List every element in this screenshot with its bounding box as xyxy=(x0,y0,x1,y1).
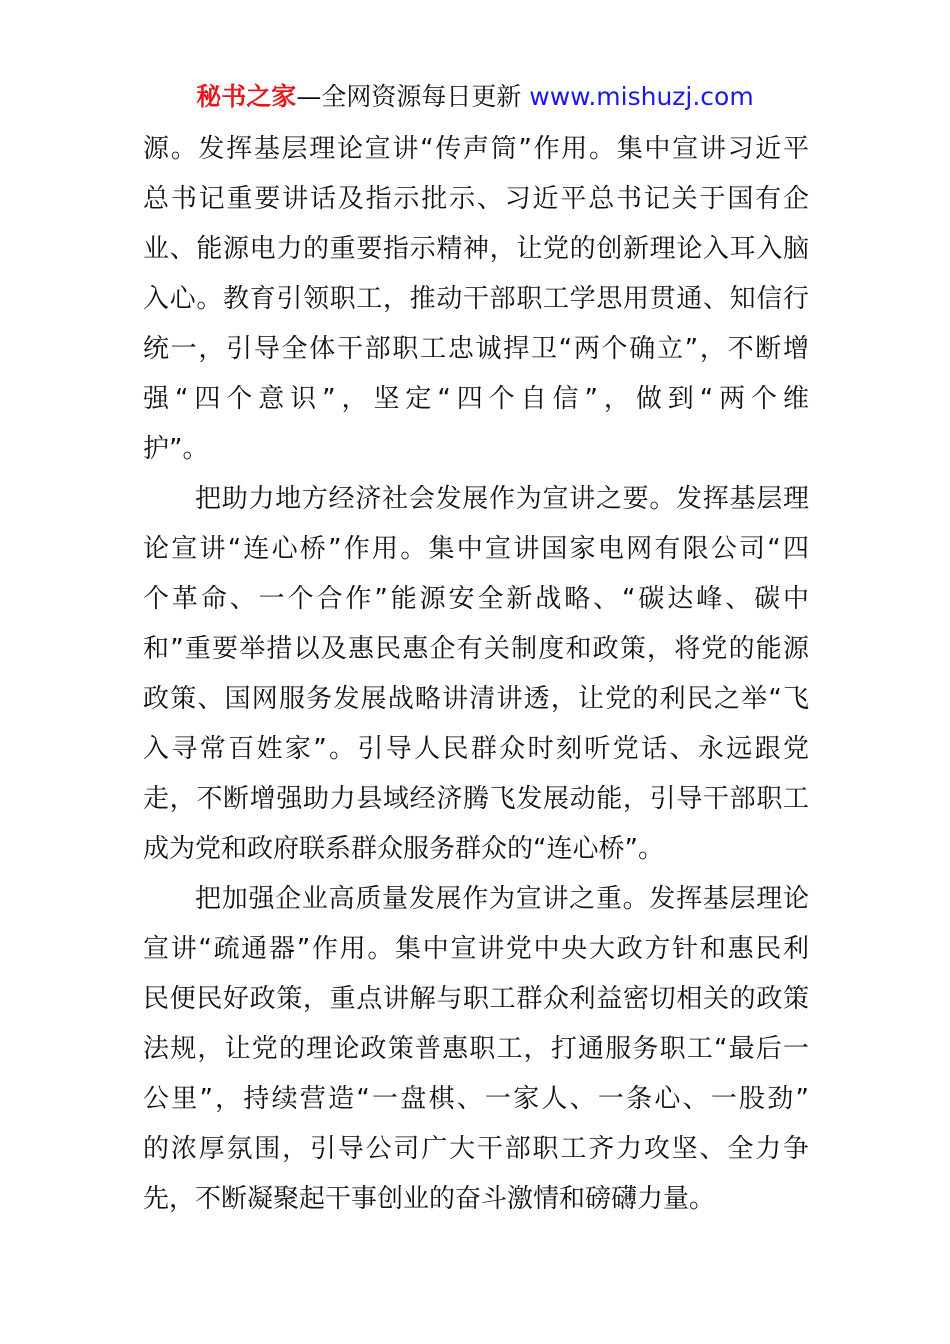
text-line: 入寻常百姓家”。引导人民群众时刻听党话、永远跟党 xyxy=(143,734,809,764)
text-line: 业、能源电力的重要指示精神，让党的创新理论入耳入脑 xyxy=(143,234,809,264)
text-line: 公里”，持续营造“一盘棋、一家人、一条心、一股劲” xyxy=(143,1084,809,1114)
text-line: 的浓厚氛围，引导公司广大干部职工齐力攻坚、全力争 xyxy=(143,1134,809,1164)
text-line: 先，不断凝聚起干事创业的奋斗激情和磅礴力量。 xyxy=(143,1184,716,1214)
text-line: 和”重要举措以及惠民惠企有关制度和政策，将党的能源 xyxy=(143,634,809,664)
text-line: 宣讲“疏通器”作用。集中宣讲党中央大政方针和惠民利 xyxy=(143,934,809,964)
text-line: 把助力地方经济社会发展作为宣讲之要。发挥基层理 xyxy=(195,484,809,514)
text-line: 成为党和政府联系群众服务群众的“连心桥”。 xyxy=(143,834,664,864)
text-line: 强“四个意识”，坚定“四个自信”，做到“两个维 xyxy=(143,384,809,414)
text-line: 入心。教育引领职工，推动干部职工学思用贯通、知信行 xyxy=(143,284,809,314)
text-line: 源。发挥基层理论宣讲“传声筒”作用。集中宣讲习近平 xyxy=(143,134,809,164)
text-line: 论宣讲“连心桥”作用。集中宣讲国家电网有限公司“四 xyxy=(143,534,809,564)
text-line: 统一，引导全体干部职工忠诚捍卫“两个确立”，不断增 xyxy=(143,334,809,364)
text-line: 政策、国网服务发展战略讲清讲透，让党的利民之举“飞 xyxy=(143,684,809,714)
text-line: 走，不断增强助力县域经济腾飞发展动能，引导干部职工 xyxy=(143,784,809,814)
text-line: 护”。 xyxy=(143,434,209,464)
site-url-link[interactable]: www.mishuzj.com xyxy=(529,82,754,111)
text-line: 把加强企业高质量发展作为宣讲之重。发挥基层理论 xyxy=(195,884,809,914)
text-line: 总书记重要讲话及指示批示、习近平总书记关于国有企 xyxy=(143,184,809,214)
text-line: 民便民好政策，重点讲解与职工群众利益密切相关的政策 xyxy=(143,984,809,1014)
header-tagline: —全网资源每日更新 xyxy=(296,82,522,111)
document-body xyxy=(143,124,809,1224)
brand-name: 秘书之家 xyxy=(196,82,297,111)
text-line: 个革命、一个合作”能源安全新战略、“碳达峰、碳中 xyxy=(143,584,809,614)
page-header xyxy=(0,80,950,114)
text-line: 法规，让党的理论政策普惠职工，打通服务职工“最后一 xyxy=(143,1034,809,1064)
